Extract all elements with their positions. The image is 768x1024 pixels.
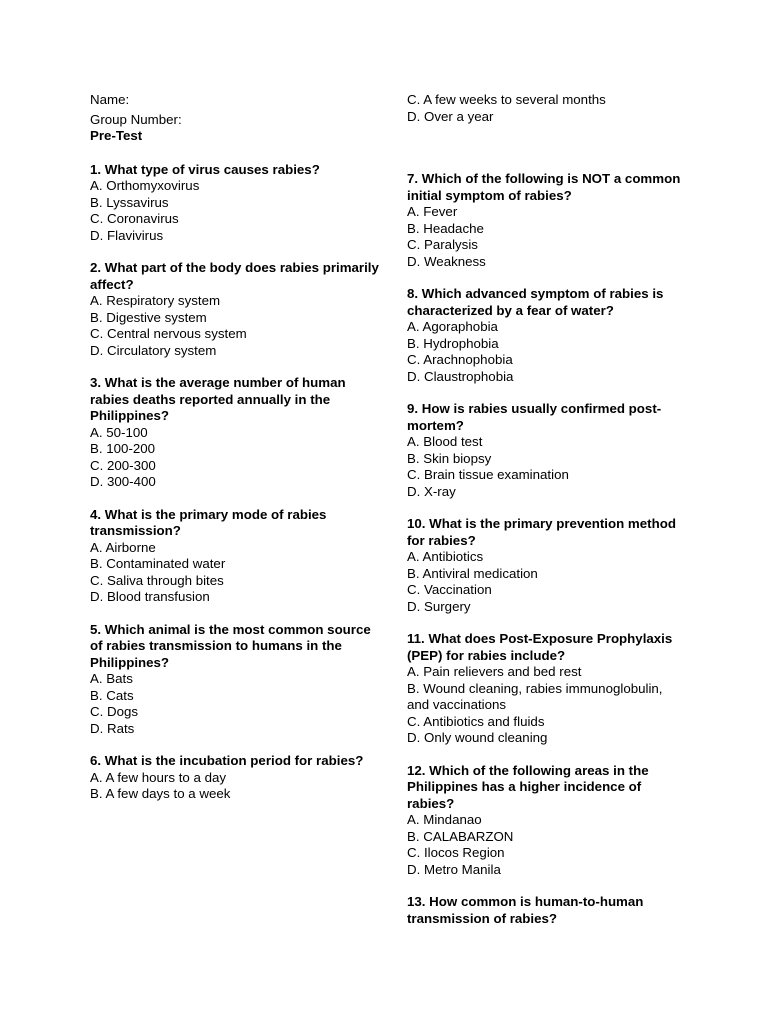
option: D. Circulatory system [90, 342, 217, 358]
option: C. Antibiotics and fluids [407, 713, 545, 729]
question-text: 9. How is rabies usually confirmed post-mortem? [407, 401, 662, 433]
option: A. Blood test [407, 434, 483, 449]
option: B. Skin biopsy [407, 450, 492, 466]
left-column [90, 92, 380, 819]
question-9 [407, 401, 687, 500]
option: D. 300-400 [90, 474, 156, 489]
option: C. Ilocos Region [407, 845, 505, 860]
option: C. Brain tissue examination [407, 467, 569, 482]
option: D. Claustrophobia [407, 368, 514, 384]
question-text: 4. What is the primary mode of rabies transmission? [90, 506, 327, 538]
option: A. Pain relievers and bed rest [407, 664, 582, 679]
option: A. Orthomyxovirus [90, 178, 200, 193]
option: B. Antiviral medication [407, 565, 538, 581]
question-8 [407, 286, 687, 385]
option: A. Agoraphobia [407, 319, 498, 334]
left-question-list [90, 162, 380, 803]
option: C. A few weeks to several months [407, 92, 606, 107]
option: D. Surgery [407, 598, 471, 614]
question-text: 12. Which of the following areas in the Philippines has a higher incidence of rabies? [407, 762, 649, 811]
option: A. Mindanao [407, 812, 482, 827]
option: D. Only wound cleaning [407, 730, 548, 745]
option: B. Headache [407, 220, 484, 236]
option: B. A few days to a week [90, 786, 231, 801]
option: C. Arachnophobia [407, 352, 513, 367]
name-label: Name: [90, 92, 130, 107]
question-text: 5. Which animal is the most common source of rabies transmission to humans in the Philippines? [90, 621, 371, 670]
option: D. Flavivirus [90, 227, 164, 243]
option: D. X-ray [407, 483, 456, 499]
option: B. Cats [90, 687, 134, 703]
question-2 [90, 260, 380, 359]
option: C. Coronavirus [90, 211, 179, 226]
question-13 [407, 894, 687, 927]
option: A. Respiratory system [90, 293, 221, 308]
option: A. Airborne [90, 539, 156, 555]
right-column [407, 92, 687, 943]
option: B. Digestive system [90, 309, 207, 325]
question-text: 11. What does Post-Exposure Prophylaxis (PEP) for rabies include? [407, 631, 673, 663]
question-text: 2. What part of the body does rabies primarily affect? [90, 260, 379, 292]
option: B. 100-200 [90, 441, 156, 456]
option: A. Bats [90, 671, 133, 686]
page-title: Pre-Test [90, 128, 143, 143]
option: D. Metro Manila [407, 861, 501, 877]
question-text: 8. Which advanced symptom of rabies is characterized by a fear of water? [407, 286, 664, 318]
option: B. Lyssavirus [90, 194, 169, 210]
option: B. CALABARZON [407, 828, 514, 844]
option: A. 50-100 [90, 424, 148, 440]
question-4 [90, 507, 380, 606]
question-3 [90, 375, 380, 491]
question-6 [90, 753, 380, 803]
question-7 [407, 171, 687, 270]
option: A. A few hours to a day [90, 769, 227, 785]
option: D. Over a year [407, 108, 494, 124]
option: A. Fever [407, 204, 458, 219]
question-text: 1. What type of virus causes rabies? [90, 161, 320, 177]
question-text: 13. How common is human-to-human transmission of rabies? [407, 894, 644, 926]
question-12 [407, 763, 687, 879]
option: B. Contaminated water [90, 556, 226, 571]
question-11 [407, 631, 687, 747]
option: D. Rats [90, 720, 135, 736]
option: B. Wound cleaning, rabies immunoglobulin, and vaccinations [407, 680, 663, 712]
option: C. Saliva through bites [90, 572, 224, 588]
option: C. Paralysis [407, 237, 478, 252]
question-text: 3. What is the average number of human rabies deaths reported annually in the Philippines? [90, 375, 346, 423]
question-text: 6. What is the incubation period for rabies? [90, 753, 364, 768]
question-6-continued [407, 92, 687, 125]
question-5 [90, 622, 380, 738]
option: B. Hydrophobia [407, 335, 499, 351]
right-question-list [407, 171, 687, 927]
option: D. Blood transfusion [90, 589, 210, 604]
option: C. Central nervous system [90, 326, 247, 341]
option: D. Weakness [407, 253, 486, 269]
option: A. Antibiotics [407, 549, 484, 564]
option: C. 200-300 [90, 457, 156, 473]
question-text: 10. What is the primary prevention method for rabies? [407, 516, 676, 548]
group-number-label: Group Number: [90, 111, 182, 127]
question-10 [407, 516, 687, 615]
option: C. Dogs [90, 704, 139, 719]
question-text: 7. Which of the following is NOT a common initial symptom of rabies? [407, 171, 681, 203]
option: C. Vaccination [407, 582, 492, 597]
question-1 [90, 162, 380, 245]
